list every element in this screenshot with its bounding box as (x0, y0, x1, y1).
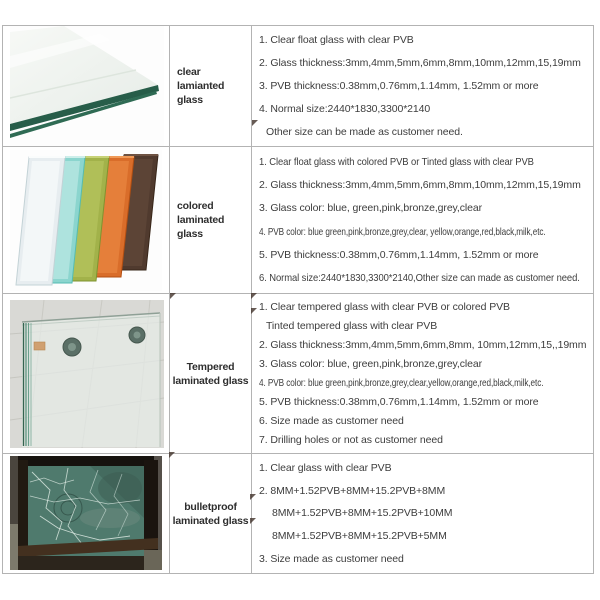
colored-laminated-glass-photo (10, 150, 162, 291)
spec-line: 2. 8MM+1.52PVB+8MM+15.2PVB+8MM (259, 484, 446, 497)
comment-marker-icon (251, 308, 257, 314)
spec-line: 4. Normal size:2440*1830,3300*2140 (259, 102, 431, 115)
spec-line: 2. Glass thickness:3mm,4mm,5mm,6mm,8mm,10mm,12mm,15,19mm (259, 178, 581, 191)
spec-line: 2. Glass thickness:3mm,4mm,5mm,6mm,8mm,10mm,12mm,15,19mm (259, 57, 581, 70)
specs-cell (252, 294, 593, 454)
spec-line: Other size can be made as customer need. (266, 125, 463, 138)
spec-line: 1. Clear float glass with clear PVB (259, 34, 414, 47)
spec-line: Tinted tempered glass with clear PVB (266, 319, 438, 332)
product-name-line: colored (177, 200, 214, 212)
spec-line: 8MM+1.52PVB+8MM+15.2PVB+10MM (272, 507, 453, 520)
spec-line: 7. Drilling holes or not as customer need (259, 434, 443, 447)
spec-line: 6. Normal size:2440*1830,3300*2140,Other size can made as customer need. (259, 272, 580, 285)
spec-line: 6. Size made as customer need (259, 415, 404, 428)
glass-spec-table (2, 25, 594, 574)
product-name-cell (170, 147, 252, 294)
product-name-cell (170, 26, 252, 147)
product-name-line: lamianted glass (177, 80, 225, 106)
product-name-line: bulletproof (184, 500, 237, 513)
product-image-cell (3, 294, 170, 454)
comment-marker-icon (250, 494, 256, 500)
comment-marker-icon (169, 452, 175, 458)
product-name-line: Tempered (186, 360, 235, 373)
product-image-cell (3, 147, 170, 294)
comment-marker-icon (251, 293, 257, 299)
spec-line: 5. PVB thickness:0.38mm,0.76mm,1.14mm, 1.52mm or more (259, 396, 539, 409)
product-name-line: laminated glass (177, 214, 225, 240)
bulletproof-laminated-glass-photo (10, 456, 162, 570)
comment-marker-icon (250, 518, 256, 524)
comment-marker-icon (252, 120, 258, 126)
spec-line: 3. Glass color: blue, green,pink,bronze,grey,clear (259, 357, 483, 370)
product-image-cell (3, 26, 170, 147)
product-name-line: laminated glass (172, 514, 249, 527)
product-name-line: clear (177, 66, 201, 78)
spec-line: 8MM+1.52PVB+8MM+15.2PVB+5MM (272, 530, 447, 543)
spec-line: 1. Clear glass with clear PVB (259, 462, 392, 475)
specs-cell (252, 26, 593, 147)
spec-line: 2. Glass thickness:3mm,4mm,5mm,6mm,8mm, 10mm,12mm,15,,19mm (259, 338, 587, 351)
spec-line: 1. Clear float glass with colored PVB or Tinted glass with clear PVB (259, 155, 534, 168)
product-image-cell (3, 454, 170, 573)
spec-line: 5. PVB thickness:0.38mm,0.76mm,1.14mm, 1.52mm or more (259, 248, 539, 261)
product-name-line: laminated glass (172, 374, 249, 387)
product-name-cell (170, 454, 252, 573)
specs-cell (252, 147, 593, 294)
spec-line: 4. PVB color: blue green,pink,bronze,grey,clear,yellow,orange,red,black,milk,etc. (259, 377, 544, 390)
product-name-cell (170, 294, 252, 454)
spec-line: 3. PVB thickness:0.38mm,0.76mm,1.14mm, 1.52mm or more (259, 79, 539, 92)
comment-marker-icon (170, 293, 176, 299)
clear-laminated-glass-photo (10, 26, 164, 147)
specs-cell (252, 454, 593, 573)
spec-line: 4. PVB color: blue green,pink,bronze,grey,clear, yellow,orange,red,black,milk,etc. (259, 225, 546, 238)
spec-line: 3. Glass color: blue, green,pink,bronze,grey,clear (259, 202, 483, 215)
spec-line: 3. Size made as customer need (259, 552, 404, 565)
spec-line: 1. Clear tempered glass with clear PVB or colored PVB (259, 300, 510, 313)
tempered-laminated-glass-photo (10, 300, 164, 448)
